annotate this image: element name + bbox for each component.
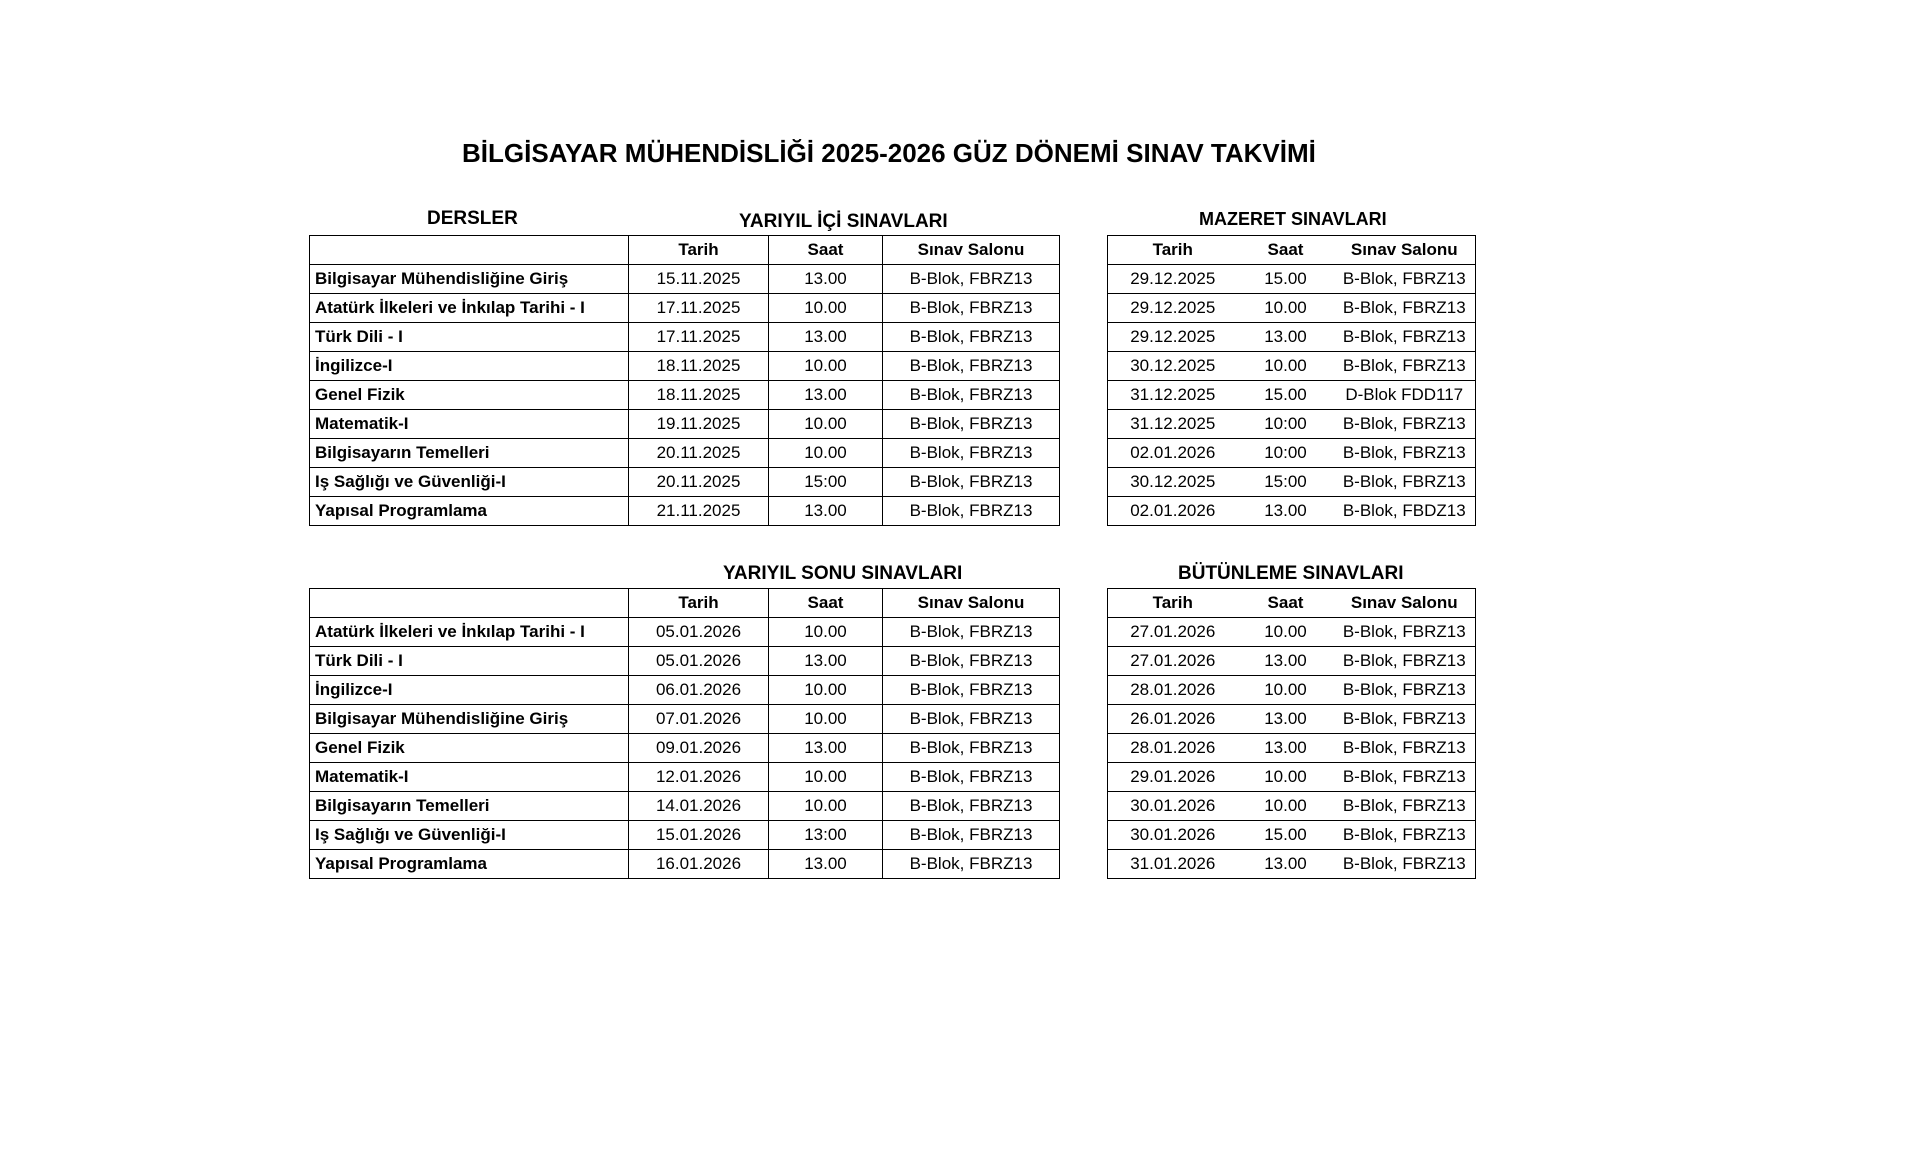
time-cell: 10.00 [769, 439, 883, 468]
makeup-table [1107, 235, 1476, 526]
final-label: YARIYIL SONU SINAVLARI [723, 563, 963, 584]
room-cell: B-Blok, FBRZ13 [883, 618, 1060, 647]
room-cell: B-Blok, FBRZ13 [883, 352, 1060, 381]
room-cell: B-Blok, FBRZ13 [883, 647, 1060, 676]
room-cell: B-Blok, FBRZ13 [1334, 618, 1476, 647]
time-cell: 10:00 [1238, 410, 1334, 439]
table-row [310, 763, 1060, 792]
time-cell: 10.00 [769, 763, 883, 792]
table-row [1108, 294, 1476, 323]
date-cell: 17.11.2025 [629, 294, 769, 323]
table-row [310, 676, 1060, 705]
time-cell: 10.00 [769, 618, 883, 647]
table-row [1108, 821, 1476, 850]
date-cell: 19.11.2025 [629, 410, 769, 439]
table-row [310, 265, 1060, 294]
course-cell: Türk Dili - I [310, 647, 629, 676]
table-row [310, 294, 1060, 323]
page-title: BİLGİSAYAR MÜHENDİSLİĞİ 2025-2026 GÜZ DÖNEMİ SINAV TAKVİMİ [462, 138, 1316, 168]
midterm-table [309, 235, 1060, 526]
table-row [310, 792, 1060, 821]
time-cell: 10.00 [769, 676, 883, 705]
table-row [1108, 410, 1476, 439]
date-cell: 06.01.2026 [629, 676, 769, 705]
table-row [310, 850, 1060, 879]
course-cell: Genel Fizik [310, 734, 629, 763]
time-cell: 13.00 [769, 850, 883, 879]
date-column-header: Tarih [1108, 589, 1238, 618]
room-cell: B-Blok, FBRZ13 [1334, 323, 1476, 352]
course-cell: Türk Dili - I [310, 323, 629, 352]
table-row [310, 410, 1060, 439]
course-cell: Matematik-I [310, 763, 629, 792]
table-row [1108, 705, 1476, 734]
time-column-header: Saat [1238, 589, 1334, 618]
room-cell: B-Blok, FBRZ13 [1334, 734, 1476, 763]
date-cell: 15.01.2026 [629, 821, 769, 850]
date-cell: 17.11.2025 [629, 323, 769, 352]
date-cell: 16.01.2026 [629, 850, 769, 879]
room-cell: B-Blok, FBRZ13 [883, 734, 1060, 763]
room-cell: B-Blok, FBRZ13 [1334, 647, 1476, 676]
room-cell: D-Blok FDD117 [1334, 381, 1476, 410]
final-table [309, 588, 1060, 879]
course-cell: Genel Fizik [310, 381, 629, 410]
room-column-header: Sınav Salonu [883, 236, 1060, 265]
table-row [310, 821, 1060, 850]
time-cell: 15:00 [1238, 468, 1334, 497]
table-row [1108, 763, 1476, 792]
table-row [1108, 734, 1476, 763]
date-cell: 02.01.2026 [1108, 439, 1238, 468]
table-row [1108, 497, 1476, 526]
time-cell: 13.00 [769, 265, 883, 294]
course-cell: Yapısal Programlama [310, 850, 629, 879]
room-cell: B-Blok, FBRZ13 [1334, 705, 1476, 734]
date-cell: 20.11.2025 [629, 439, 769, 468]
courses-label: DERSLER [427, 208, 518, 229]
room-cell: B-Blok, FBRZ13 [883, 705, 1060, 734]
course-cell: Bilgisayar Mühendisliğine Giriş [310, 265, 629, 294]
time-cell: 10.00 [769, 792, 883, 821]
date-cell: 31.01.2026 [1108, 850, 1238, 879]
time-cell: 10.00 [769, 705, 883, 734]
course-column-header [310, 236, 629, 265]
resit-table [1107, 588, 1476, 879]
time-cell: 13.00 [1238, 323, 1334, 352]
table-row [1108, 676, 1476, 705]
room-cell: B-Blok, FBRZ13 [883, 381, 1060, 410]
date-column-header: Tarih [1108, 236, 1238, 265]
time-cell: 10.00 [769, 410, 883, 439]
table-row [1108, 439, 1476, 468]
date-cell: 21.11.2025 [629, 497, 769, 526]
table-row [310, 439, 1060, 468]
time-cell: 10.00 [1238, 294, 1334, 323]
date-cell: 29.12.2025 [1108, 323, 1238, 352]
time-cell: 10.00 [1238, 792, 1334, 821]
time-cell: 13.00 [769, 734, 883, 763]
date-column-header: Tarih [629, 589, 769, 618]
time-cell: 13.00 [769, 647, 883, 676]
room-cell: B-Blok, FBRZ13 [1334, 850, 1476, 879]
room-column-header: Sınav Salonu [1334, 589, 1476, 618]
makeup-label: MAZERET SINAVLARI [1199, 209, 1387, 229]
room-cell: B-Blok, FBRZ13 [1334, 294, 1476, 323]
date-cell: 27.01.2026 [1108, 618, 1238, 647]
course-cell: İngilizce-I [310, 352, 629, 381]
table-row [310, 352, 1060, 381]
date-cell: 28.01.2026 [1108, 676, 1238, 705]
room-cell: B-Blok, FBRZ13 [1334, 265, 1476, 294]
time-cell: 10.00 [1238, 676, 1334, 705]
date-cell: 15.11.2025 [629, 265, 769, 294]
course-cell: Bilgisayar Mühendisliğine Giriş [310, 705, 629, 734]
time-cell: 10:00 [1238, 439, 1334, 468]
room-cell: B-Blok, FBRZ13 [1334, 410, 1476, 439]
room-cell: B-Blok, FBRZ13 [1334, 792, 1476, 821]
room-cell: B-Blok, FBDZ13 [1334, 497, 1476, 526]
time-cell: 15.00 [1238, 381, 1334, 410]
time-cell: 13.00 [1238, 647, 1334, 676]
date-cell: 20.11.2025 [629, 468, 769, 497]
table-row [310, 323, 1060, 352]
date-cell: 18.11.2025 [629, 381, 769, 410]
table-row [310, 618, 1060, 647]
room-cell: B-Blok, FBRZ13 [883, 792, 1060, 821]
room-cell: B-Blok, FBRZ13 [1334, 676, 1476, 705]
date-cell: 30.12.2025 [1108, 468, 1238, 497]
date-cell: 14.01.2026 [629, 792, 769, 821]
table-row [310, 734, 1060, 763]
date-cell: 02.01.2026 [1108, 497, 1238, 526]
table-row [1108, 352, 1476, 381]
room-cell: B-Blok, FBRZ13 [1334, 439, 1476, 468]
table-row [310, 468, 1060, 497]
course-cell: İngilizce-I [310, 676, 629, 705]
table-row [1108, 381, 1476, 410]
course-cell: Atatürk İlkeleri ve İnkılap Tarihi - I [310, 618, 629, 647]
room-cell: B-Blok, FBRZ13 [883, 410, 1060, 439]
time-cell: 10.00 [1238, 352, 1334, 381]
room-column-header: Sınav Salonu [1334, 236, 1476, 265]
course-cell: Yapısal Programlama [310, 497, 629, 526]
time-cell: 13.00 [769, 497, 883, 526]
time-cell: 13.00 [1238, 850, 1334, 879]
table-row [1108, 647, 1476, 676]
room-cell: B-Blok, FBRZ13 [883, 763, 1060, 792]
time-cell: 13.00 [1238, 497, 1334, 526]
table-row [310, 497, 1060, 526]
time-cell: 13.00 [769, 323, 883, 352]
time-cell: 15:00 [769, 468, 883, 497]
date-cell: 28.01.2026 [1108, 734, 1238, 763]
time-cell: 10.00 [769, 352, 883, 381]
room-cell: B-Blok, FBRZ13 [883, 323, 1060, 352]
date-cell: 30.12.2025 [1108, 352, 1238, 381]
table-row [1108, 792, 1476, 821]
time-cell: 10.00 [769, 294, 883, 323]
date-cell: 05.01.2026 [629, 647, 769, 676]
course-cell: Matematik-I [310, 410, 629, 439]
time-cell: 13.00 [1238, 734, 1334, 763]
time-column-header: Saat [769, 589, 883, 618]
date-cell: 29.12.2025 [1108, 265, 1238, 294]
date-cell: 30.01.2026 [1108, 821, 1238, 850]
date-cell: 27.01.2026 [1108, 647, 1238, 676]
room-cell: B-Blok, FBRZ13 [1334, 763, 1476, 792]
room-cell: B-Blok, FBRZ13 [883, 294, 1060, 323]
time-cell: 13:00 [769, 821, 883, 850]
date-cell: 26.01.2026 [1108, 705, 1238, 734]
table-row [1108, 265, 1476, 294]
date-cell: 18.11.2025 [629, 352, 769, 381]
time-cell: 10.00 [1238, 763, 1334, 792]
time-column-header: Saat [769, 236, 883, 265]
date-cell: 31.12.2025 [1108, 381, 1238, 410]
course-cell: Iş Sağlığı ve Güvenliği-I [310, 821, 629, 850]
table-row [310, 381, 1060, 410]
time-cell: 15.00 [1238, 821, 1334, 850]
table-header-row [310, 236, 1060, 265]
table-row [310, 647, 1060, 676]
date-cell: 05.01.2026 [629, 618, 769, 647]
room-cell: B-Blok, FBRZ13 [883, 676, 1060, 705]
date-cell: 31.12.2025 [1108, 410, 1238, 439]
room-cell: B-Blok, FBRZ13 [883, 850, 1060, 879]
room-cell: B-Blok, FBRZ13 [883, 468, 1060, 497]
course-column-header [310, 589, 629, 618]
table-row [1108, 468, 1476, 497]
course-cell: Bilgisayarın Temelleri [310, 439, 629, 468]
room-cell: B-Blok, FBRZ13 [1334, 352, 1476, 381]
time-cell: 13.00 [1238, 705, 1334, 734]
midterm-label: YARIYIL İÇİ SINAVLARI [739, 211, 948, 232]
time-column-header: Saat [1238, 236, 1334, 265]
room-cell: B-Blok, FBRZ13 [883, 821, 1060, 850]
course-cell: Iş Sağlığı ve Güvenliği-I [310, 468, 629, 497]
table-header-row [310, 589, 1060, 618]
table-row [1108, 323, 1476, 352]
room-cell: B-Blok, FBRZ13 [1334, 821, 1476, 850]
date-cell: 12.01.2026 [629, 763, 769, 792]
table-row [1108, 850, 1476, 879]
table-row [1108, 618, 1476, 647]
time-cell: 15.00 [1238, 265, 1334, 294]
room-column-header: Sınav Salonu [883, 589, 1060, 618]
room-cell: B-Blok, FBRZ13 [883, 439, 1060, 468]
room-cell: B-Blok, FBRZ13 [1334, 468, 1476, 497]
date-cell: 07.01.2026 [629, 705, 769, 734]
course-cell: Bilgisayarın Temelleri [310, 792, 629, 821]
table-header-row [1108, 236, 1476, 265]
date-cell: 29.01.2026 [1108, 763, 1238, 792]
room-cell: B-Blok, FBRZ13 [883, 497, 1060, 526]
room-cell: B-Blok, FBRZ13 [883, 265, 1060, 294]
time-cell: 10.00 [1238, 618, 1334, 647]
table-header-row [1108, 589, 1476, 618]
time-cell: 13.00 [769, 381, 883, 410]
date-cell: 30.01.2026 [1108, 792, 1238, 821]
resit-label: BÜTÜNLEME SINAVLARI [1178, 563, 1404, 584]
date-column-header: Tarih [629, 236, 769, 265]
table-row [310, 705, 1060, 734]
date-cell: 29.12.2025 [1108, 294, 1238, 323]
course-cell: Atatürk İlkeleri ve İnkılap Tarihi - I [310, 294, 629, 323]
date-cell: 09.01.2026 [629, 734, 769, 763]
